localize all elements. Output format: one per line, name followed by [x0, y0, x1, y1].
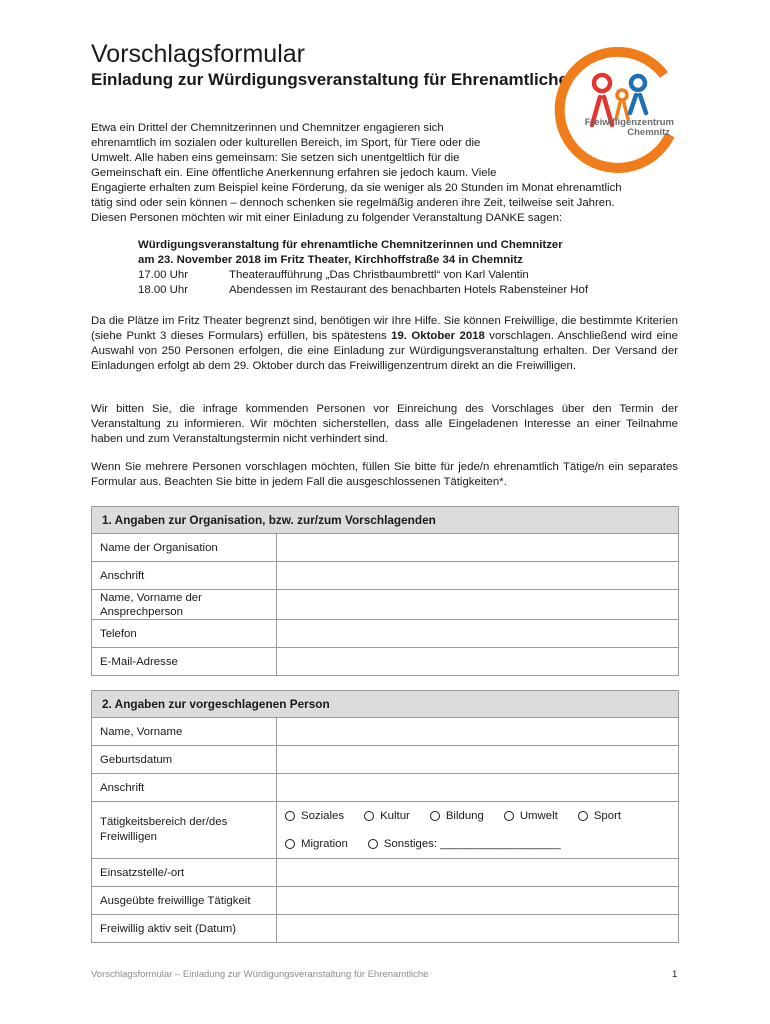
- option-label: Umwelt: [519, 810, 558, 822]
- options-row: [285, 830, 670, 858]
- person-orange-icon: [616, 90, 628, 119]
- person-blue-icon: [630, 76, 646, 113]
- table-row: [92, 746, 679, 774]
- birthdate-input[interactable]: [277, 746, 679, 774]
- person-name-input[interactable]: [277, 718, 679, 746]
- intro-narrow-line: ehrenamtlich im sozialen oder kulturellen Bereich, im Sport, für Tiere oder die: [91, 137, 481, 149]
- intro-wide-line: Engagierte erhalten zum Beispiel keine Förderung, da sie weniger als 20 Stunden im Monat ehrenamtlich: [91, 182, 622, 194]
- option-label: Soziales: [301, 810, 345, 822]
- field-label: Telefon: [92, 620, 277, 648]
- options-row: [285, 802, 670, 830]
- field-label: E-Mail-Adresse: [92, 648, 277, 676]
- schedule-row: [138, 283, 588, 298]
- intro-wide-line: tätig sind oder sein können – dennoch schenken sie regelmäßig anderen ihre Zeit, teilweise seit Jahren.: [91, 197, 615, 209]
- schedule-row: [138, 268, 588, 283]
- email-input[interactable]: [277, 648, 679, 676]
- section1-title: 1. Angaben zur Organisation, bzw. zur/zum Vorschlagenden: [92, 507, 679, 534]
- footer-text: Vorschlagsformular – Einladung zur Würdigungsveranstaltung für Ehrenamtliche: [91, 969, 429, 980]
- radio-circle-icon: [285, 839, 295, 849]
- radio-circle-icon: [368, 839, 378, 849]
- location-input[interactable]: [277, 859, 679, 887]
- intro-narrow-line: Etwa ein Drittel der Chemnitzerinnen und Chemnitzer engagieren sich: [91, 122, 444, 134]
- logo-text-line1: Freiwilligenzentrum: [584, 117, 674, 128]
- deadline-date: 19. Oktober 2018: [391, 330, 485, 342]
- event-title: Würdigungsveranstaltung für ehrenamtliche Chemnitzerinnen und Chemnitzer: [138, 239, 563, 251]
- para2-text: Wir bitten Sie, die infrage kommenden Personen vor Einreichung des Vorschlages über den Termin der Veranstaltung zu informieren. Wir möchten sicherstellen, dass alle Eingeladenen Interesse an einer Teilnahme haben und zum Veranstaltungstermin nicht verhindert sind.: [91, 403, 678, 445]
- option-umwelt[interactable]: [504, 810, 558, 822]
- activity-options: [277, 802, 679, 859]
- section2-table: [91, 690, 679, 943]
- organisation-address-input[interactable]: [277, 562, 679, 590]
- section2-header: [92, 691, 679, 718]
- table-row: [92, 562, 679, 590]
- option-soziales[interactable]: [285, 810, 344, 822]
- table-row: [92, 859, 679, 887]
- option-sport[interactable]: [578, 810, 621, 822]
- table-row: [92, 802, 679, 859]
- table-row: [92, 915, 679, 943]
- paragraph-multiple: [91, 460, 678, 490]
- active-since-input[interactable]: [277, 915, 679, 943]
- field-label: Freiwillig aktiv seit (Datum): [92, 915, 277, 943]
- radio-circle-icon: [285, 811, 295, 821]
- radio-circle-icon: [430, 811, 440, 821]
- document-title: Vorschlagsformular: [91, 40, 305, 68]
- intro-narrow-line: Gemeinschaft ein. Eine öffentliche Anerkennung erfahren sie jedoch kaum. Viele: [91, 167, 497, 179]
- option-label: Bildung: [445, 810, 484, 822]
- field-label: Anschrift: [92, 562, 277, 590]
- schedule-desc: Theateraufführung „Das Christbaumbrettl“ von Karl Valentin: [229, 269, 529, 281]
- schedule-time: 18.00 Uhr: [138, 284, 189, 296]
- para1-before: Da die Plätze im Fritz Theater begrenzt sind, benötigen wir Ihre Hilfe. Sie können Freiwillige, die bestimmte Kriterien (siehe Punkt 3 dieses Formulars) erfüllen, bis spätestens: [91, 315, 678, 342]
- field-label: Ausgeübte freiwillige Tätigkeit: [92, 887, 277, 915]
- paragraph-inform: [91, 402, 678, 447]
- schedule-desc: Abendessen im Restaurant des benachbarten Hotels Rabensteiner Hof: [229, 284, 589, 296]
- option-label: Sport: [593, 810, 622, 822]
- field-label: Geburtsdatum: [92, 746, 277, 774]
- section1-table: [91, 506, 679, 676]
- option-migration[interactable]: [285, 838, 348, 850]
- option-label: Sonstiges: ___________________: [383, 838, 561, 850]
- contact-person-input[interactable]: [277, 590, 679, 620]
- activity-input[interactable]: [277, 887, 679, 915]
- field-label: Name, Vorname: [92, 718, 277, 746]
- field-label: Einsatzstelle/-ort: [92, 859, 277, 887]
- radio-circle-icon: [504, 811, 514, 821]
- intro-narrow-line: Umwelt. Alle haben eins gemeinsam: Sie setzen sich unentgeltlich für die: [91, 152, 460, 164]
- table-row: [92, 648, 679, 676]
- table-row: [92, 718, 679, 746]
- table-row: [92, 620, 679, 648]
- option-kultur[interactable]: [364, 810, 410, 822]
- radio-circle-icon: [364, 811, 374, 821]
- radio-circle-icon: [578, 811, 588, 821]
- field-label: Anschrift: [92, 774, 277, 802]
- table-row: [92, 590, 679, 620]
- field-label: Name der Organisation: [92, 534, 277, 562]
- table-row: [92, 534, 679, 562]
- schedule-time: 17.00 Uhr: [138, 269, 189, 281]
- person-address-input[interactable]: [277, 774, 679, 802]
- paragraph-deadline: [91, 314, 678, 374]
- section2-title: 2. Angaben zur vorgeschlagenen Person: [92, 691, 679, 718]
- section1-header: [92, 507, 679, 534]
- table-row: [92, 887, 679, 915]
- document-subtitle: Einladung zur Würdigungsveranstaltung für Ehrenamtliche: [91, 70, 568, 89]
- intro-wide-line: Diesen Personen möchten wir mit einer Einladung zu folgender Veranstaltung DANKE sagen:: [91, 212, 563, 224]
- logo-text-line2: Chemnitz: [627, 127, 670, 138]
- field-label: Name, Vorname der Ansprechperson: [92, 590, 277, 620]
- intro-text: [0, 121, 678, 226]
- option-label: Kultur: [380, 810, 410, 822]
- event-date-location: am 23. November 2018 im Fritz Theater, Kirchhoffstraße 34 in Chemnitz: [138, 254, 523, 266]
- option-sonstiges[interactable]: [368, 838, 561, 850]
- page-number: 1: [672, 969, 678, 980]
- field-label: Tätigkeitsbereich der/des Freiwilligen: [92, 802, 277, 859]
- option-bildung[interactable]: [430, 810, 484, 822]
- table-row: [92, 774, 679, 802]
- phone-input[interactable]: [277, 620, 679, 648]
- option-label: Migration: [301, 838, 348, 850]
- para3-text: Wenn Sie mehrere Personen vorschlagen möchten, füllen Sie bitte für jede/n ehrenamtlich Tätige/n ein separates Formular aus. Beachten Sie bitte in jedem Fall die ausgeschlossenen Tätigkeiten*.: [91, 461, 678, 488]
- organisation-name-input[interactable]: [277, 534, 679, 562]
- event-details: [138, 238, 588, 298]
- para1-after: vorschlagen. Anschließend wird eine Auswahl von 250 Personen erfolgen, die eine Einladung zur Würdigungsveranstaltung erhalten. Der Versand der Einladungen erfolgt ab dem 29. Oktober durch das Freiwilligenzentrum direkt an die Freiwilligen.: [91, 330, 678, 372]
